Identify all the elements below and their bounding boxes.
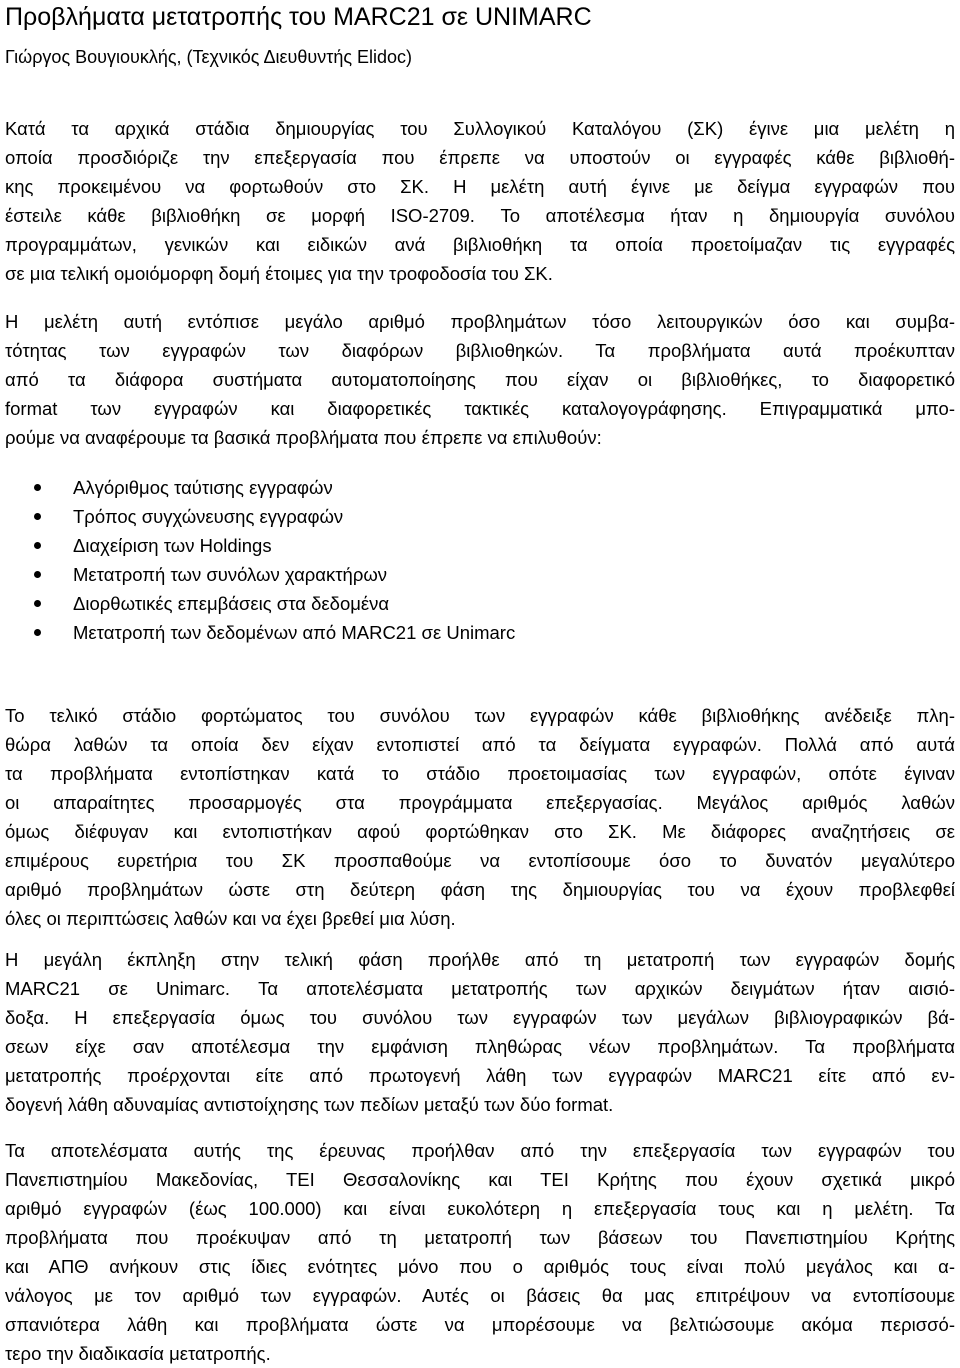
text-line: προγραμμάτων, γενικών και ειδικών ανά βιβλιοθήκη τα οποία προετοίμαζαν τις εγγραφές (5, 234, 955, 255)
text-line: μετατροπής προέρχονται είτε από πρωτογενή λάθη των εγγραφών MARC21 είτε από εν- (5, 1065, 955, 1086)
text-line: Η μελέτη αυτή εντόπισε μεγάλο αριθμό προβλημάτων τόσο λειτουργικών όσο και συμβα- (5, 311, 955, 332)
text-line: σπανιότερα λάθη και προβλήματα ώστε να μπορέσουμε να βελτιώσουμε ακόμα περισσό- (5, 1314, 955, 1335)
list-item-label: Αλγόριθμος ταύτισης εγγραφών (73, 477, 333, 498)
problem-list (5, 473, 515, 647)
text-line: τότητας των εγγραφών των διαφόρων βιβλιοθηκών. Τα προβλήματα αυτά προέκυπταν (5, 340, 955, 361)
text-line: format των εγγραφών και διαφορετικές τακτικές καταλογογράφησης. Επιγραμματικά μπο- (5, 398, 955, 419)
text-line: όμως διέφυγαν και εντοπιστήκαν αφού φορτώθηκαν στο ΣΚ. Με διάφορες αναζητήσεις σε (5, 821, 955, 842)
text-line: Η μεγάλη έκπληξη στην τελική φάση προήλθε από τη μετατροπή των εγγραφών δομής (5, 949, 955, 970)
list-item (5, 531, 515, 560)
text-line: Το τελικό στάδιο φορτώματος του συνόλου των εγγραφών κάθε βιβλιοθήκης ανέδειξε πλη- (5, 705, 955, 726)
list-item-label: Τρόπος συγχώνευσης εγγραφών (73, 506, 344, 527)
text-line: κης προκειμένου να φορτωθούν στο ΣΚ. Η μελέτη αυτή έγινε με δείγμα εγγραφών που (5, 176, 955, 197)
paragraph-conversion (5, 945, 955, 1119)
text-line: νάλογος με τον αριθμό των εγγραφών. Αυτές οι βάσεις θα μας επιτρέψουν να εντοπίσουμε (5, 1285, 955, 1306)
text-line: τα προβλήματα εντοπίστηκαν κατά το στάδιο προετοιμασίας των εγγραφών, οπότε έγιναν (5, 763, 955, 784)
list-item-label: Μετατροπή των συνόλων χαρακτήρων (73, 564, 388, 585)
document-title: Προβλήματα μετατροπής του MARC21 σε UNIMARC (5, 3, 592, 31)
text-line: δοξα. Η επεξεργασία όμως του συνόλου των εγγραφών των μεγάλων βιβλιογραφικών βά- (5, 1007, 955, 1028)
text-line: Κατά τα αρχικά στάδια δημιουργίας του Συλλογικού Καταλόγου (ΣΚ) έγινε μια μελέτη η (5, 118, 955, 139)
paragraph-final-stage (5, 701, 955, 933)
list-item (5, 560, 515, 589)
text-line: Πανεπιστημίου Μακεδονίας, ΤΕΙ Θεσσαλονίκης και ΤΕΙ Κρήτης που έχουν σχετικά μικρό (5, 1169, 955, 1190)
text-line: αριθμό προβλημάτων ώστε στη δεύτερη φάση της δημιουργίας του να έχουν προβλεφθεί (5, 879, 955, 900)
text-line: οι απαραίτητες προσαρμογές στα προγράμματα επεξεργασίας. Μεγάλος αριθμός λαθών (5, 792, 955, 813)
paragraph-intro (5, 114, 955, 288)
text-line: αριθμό εγγραφών (έως 100.000) και είναι ευκολότερη η επεξεργασία τους και η μελέτη. Τα (5, 1198, 955, 1219)
bullet-icon (34, 600, 41, 607)
bullet-icon (34, 484, 41, 491)
text-line: από τα διάφορα συστήματα αυτοματοποίησης που είχαν οι βιβλιοθήκες, το διαφορετικό (5, 369, 955, 390)
list-item (5, 502, 515, 531)
text-line: σε μια τελική ομοιόμορφη δομή έτοιμες για την τροφοδοσία του ΣΚ. (5, 263, 553, 284)
text-line: προβλήματα που προέκυψαν από τη μετατροπή των βάσεων του Πανεπιστημίου Κρήτης (5, 1227, 955, 1248)
bullet-icon (34, 513, 41, 520)
text-line: ρούμε να αναφέρουμε τα βασικά προβλήματα που έπρεπε να επιλυθούν: (5, 427, 602, 448)
paragraph-results (5, 1136, 955, 1368)
list-item-label: Μετατροπή των δεδομένων από MARC21 σε Unimarc (73, 622, 516, 643)
text-line: επιμέρους ευρετήρια του ΣΚ προσπαθούμε να εντοπίσουμε όσο το δυνατόν μεγαλύτερο (5, 850, 955, 871)
bullet-icon (34, 571, 41, 578)
text-line: τερο την διαδικασία μετατροπής. (5, 1343, 271, 1364)
paragraph-problems (5, 307, 955, 452)
text-line: και ΑΠΘ ανήκουν στις ίδιες ενότητες μόνο που ο αριθμός τους είναι πολύ μεγάλος και α- (5, 1256, 955, 1277)
list-item (5, 473, 515, 502)
text-line: σεων είχε σαν αποτέλεσμα την εμφάνιση πληθώρας νέων προβλημάτων. Τα προβλήματα (5, 1036, 955, 1057)
text-line: έστειλε κάθε βιβλιοθήκη σε μορφή ISO-2709. Το αποτέλεσμα ήταν η δημιουργία συνόλου (5, 205, 955, 226)
bullet-icon (34, 542, 41, 549)
list-item-label: Διαχείριση των Holdings (73, 535, 272, 556)
text-line: Τα αποτελέσματα αυτής της έρευνας προήλθαν από την επεξεργασία των εγγραφών του (5, 1140, 955, 1161)
bullet-icon (34, 629, 41, 636)
document-author: Γιώργος Βουγιουκλής, (Τεχνικός Διευθυντής Elidoc) (5, 47, 413, 67)
text-line: MARC21 σε Unimarc. Τα αποτελέσματα μετατροπής των αρχικών δειγμάτων ήταν αισιό- (5, 978, 955, 999)
list-item (5, 618, 515, 647)
text-line: θώρα λαθών τα οποία δεν είχαν εντοπιστεί από τα δείγματα εγγραφών. Πολλά από αυτά (5, 734, 955, 755)
text-line: δογενή λάθη αδυναμίας αντιστοίχησης των πεδίων μεταξύ των δύο format. (5, 1094, 614, 1115)
list-item (5, 589, 515, 618)
text-line: οποία προσδιόριζε την επεξεργασία που έπρεπε να υποστούν οι εγγραφές κάθε βιβλιοθή- (5, 147, 955, 168)
text-line: όλες οι περιπτώσεις λαθών και να έχει βρεθεί μια λύση. (5, 908, 456, 929)
list-item-label: Διορθωτικές επεμβάσεις στα δεδομένα (73, 593, 390, 614)
